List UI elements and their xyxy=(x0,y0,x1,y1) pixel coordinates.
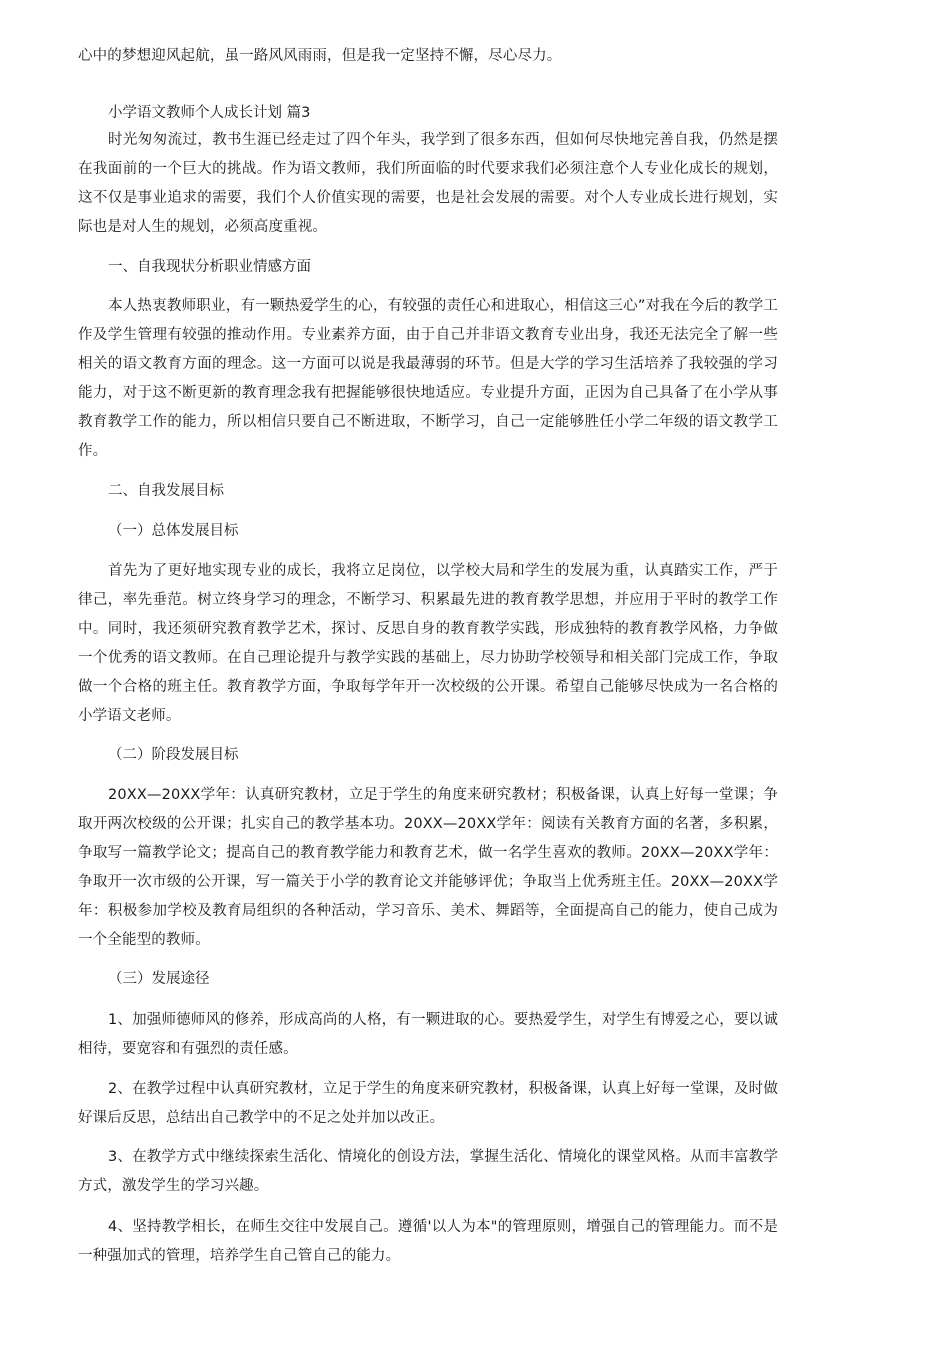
list-item-1: 1、加强师德师风的修养，形成高尚的人格，有一颗进取的心。要热爱学生，对学生有博爱之心，要以诚相待，要宽容和有强烈的责任感。 xyxy=(78,1012,778,1057)
sub-heading-overall-goals: （一）总体发展目标 xyxy=(108,523,239,539)
sub-heading-development-path: （三）发展途径 xyxy=(108,971,210,987)
paragraph-overall-goals: 首先为了更好地实现专业的成长，我将立足岗位，以学校大局和学生的发展为重，认真踏实工作，严于律己，率先垂范。树立终身学习的理念，不断学习、积累最先进的教育教学思想，并应用于平时的教学工作中。同时，我还须研究教育教学艺术，探讨、反思自身的教育教学实践，形成独特的教育教学风格，力争做一个优秀的语文教师。在自己理论提升与教学实践的基础上，尽力协助学校领导和相关部门完成工作，争取做一个合格的班主任。教育教学方面，争取每学年开一次校级的公开课。希望自己能够尽快成为一名合格的小学语文老师。 xyxy=(78,563,778,724)
sub-heading-stage-goals: （二）阶段发展目标 xyxy=(108,747,239,763)
paragraph-self-analysis: 本人热衷教师职业，有一颗热爱学生的心，有较强的责任心和进取心，相信这三心”对我在今后的教学工作及学生管理有较强的推动作用。专业素养方面，由于自己并非语文教育专业出身，我还无法完全了解一些相关的语文教育方面的理念。这一方面可以说是我最薄弱的环节。但是大学的学习生活培养了我较强的学习能力，对于这不断更新的教育理念我有把握能够很快地适应。专业提升方面，正因为自己具备了在小学从事教育教学工作的能力，所以相信只要自己不断进取，不断学习，自己一定能够胜任小学二年级的语文教学工作。 xyxy=(78,298,778,459)
intro-line: 心中的梦想迎风起航，虽一路风风雨雨，但是我一定坚持不懈，尽心尽力。 xyxy=(78,48,562,64)
paragraph-stage-goals: 20XX—20XX学年：认真研究教材，立足于学生的角度来研究教材；积极备课，认真上好每一堂课；争取开两次校级的公开课；扎实自己的教学基本功。20XX—20XX学年：阅读有关教育方面的名著，多积累，争取写一篇教学论文；提高自己的教育教学能力和教育艺术，做一名学生喜欢的教师。20XX—20XX学年：争取开一次市级的公开课，写一篇关于小学的教育论文并能够评优；争取当上优秀班主任。20XX—20XX学年：积极参加学校及教育局组织的各种活动，学习音乐、美术、舞蹈等，全面提高自己的能力，使自己成为一个全能型的教师。 xyxy=(78,787,778,948)
list-item-4: 4、坚持教学相长，在师生交往中发展自己。遵循'以人为本"的管理原则，增强自己的管理能力。而不是一种强加式的管理，培养学生自己管自己的能力。 xyxy=(78,1219,778,1264)
list-item-2: 2、在教学过程中认真研究教材，立足于学生的角度来研究教材，积极备课，认真上好每一堂课，及时做好课后反思，总结出自己教学中的不足之处并加以改正。 xyxy=(78,1081,778,1126)
list-item-3: 3、在教学方式中继续探索生活化、情境化的创设方法，掌握生活化、情境化的课堂风格。从而丰富教学方式，激发学生的学习兴趣。 xyxy=(78,1149,778,1194)
section-title: 小学语文教师个人成长计划 篇3 xyxy=(108,105,311,121)
heading-development-goals: 二、自我发展目标 xyxy=(108,483,224,499)
paragraph-opening: 时光匆匆流过，教书生涯已经走过了四个年头，我学到了很多东西，但如何尽快地完善自我，仍然是摆在我面前的一个巨大的挑战。作为语文教师，我们所面临的时代要求我们必须注意个人专业化成长的规划，这不仅是事业追求的需要，我们个人价值实现的需要，也是社会发展的需要。对个人专业成长进行规划，实际也是对人生的规划，必须高度重视。 xyxy=(78,132,778,235)
heading-self-analysis: 一、自我现状分析职业情感方面 xyxy=(108,259,311,275)
